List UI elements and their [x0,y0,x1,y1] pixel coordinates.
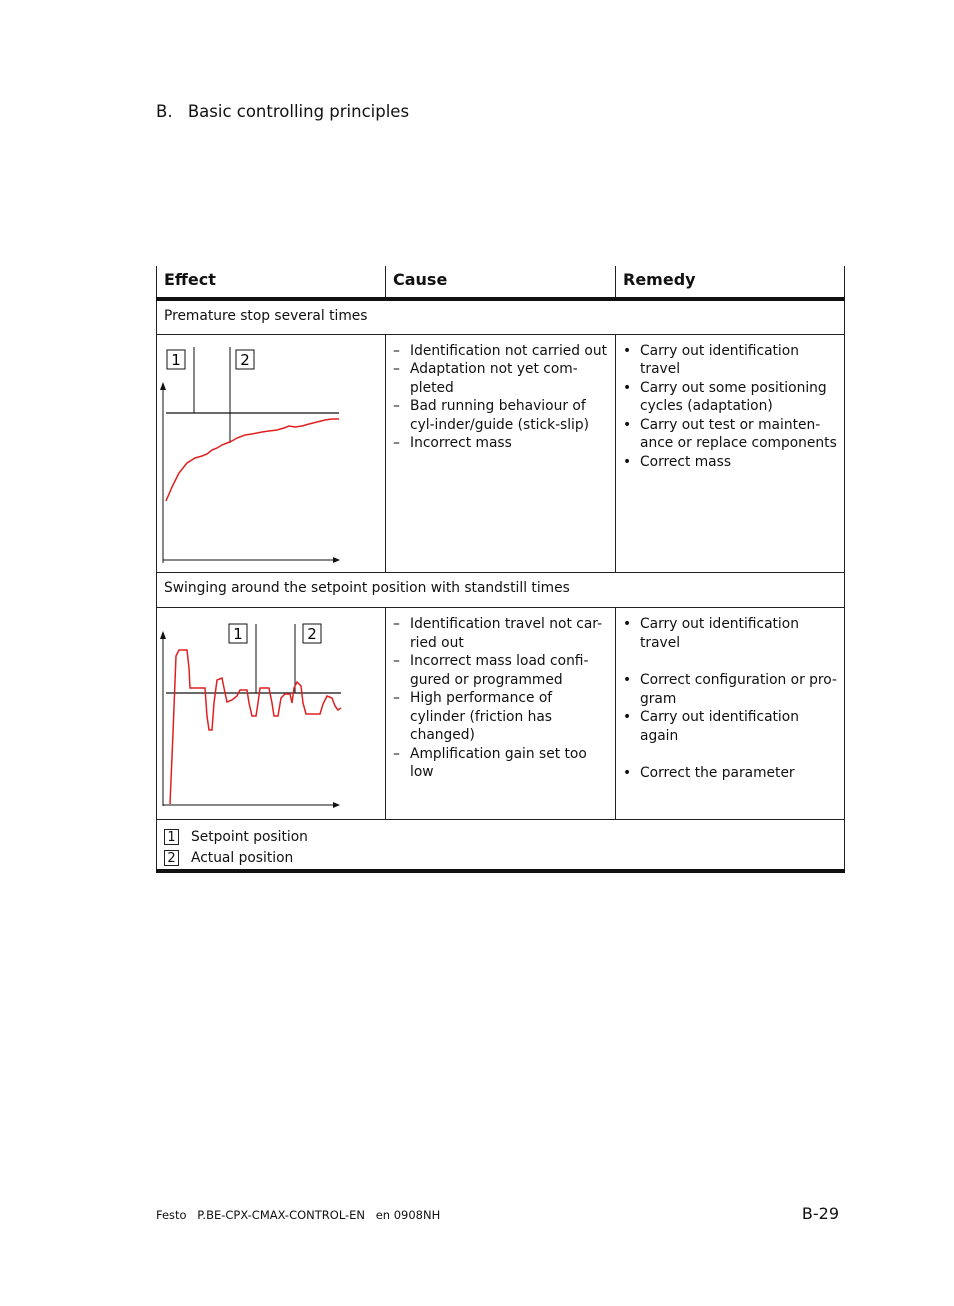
table-row [157,334,845,573]
x-axis-arrow [333,557,340,563]
list-item: – Identification not carried out [386,342,609,361]
table-row [157,608,845,820]
list-item: – Incorrect mass [386,434,609,453]
swinging-graph [157,608,386,813]
marker-label-1: 1 [233,625,243,643]
list-item: • Correct the parameter [616,764,838,783]
legend-number: 1 [164,829,179,845]
footer [156,1208,447,1222]
list-item: • Carry out identification again [616,708,838,745]
troubleshooting-table [156,266,845,873]
header-remedy: Remedy [616,266,845,299]
remedy-list [616,608,844,783]
header-cause: Cause [386,266,616,299]
section-header [156,102,409,121]
footer-doc: P.BE-CPX-CMAX-CONTROL-EN [197,1208,366,1222]
section-title: Basic controlling principles [187,102,410,121]
list-item: – Amplification gain set too low [386,745,609,782]
list-item: • Carry out identification travel [616,615,838,652]
x-axis-arrow [333,802,340,808]
list-item: • Correct mass [616,453,838,472]
legend-item [164,848,837,869]
list-item: – Identification travel not car-ried out [386,615,609,652]
cause-cell [386,608,616,820]
y-axis-arrow [160,382,166,390]
page-number: B-29 [801,1204,839,1223]
group-title-row [157,299,845,334]
effect-cell [157,608,386,820]
actual-position-curve [166,419,339,501]
marker-label-2: 2 [240,350,250,369]
legend-label: Setpoint position [191,828,308,845]
legend-item [164,827,837,848]
marker-label-1: 1 [171,350,181,369]
footer-publisher: Festo [156,1208,187,1222]
footer-version: en 0908NH [375,1208,441,1222]
list-item: • Carry out some positioning cycles (adaptation) [616,379,838,416]
group-title-row [157,573,845,608]
group-title: Swinging around the setpoint position with standstill times [157,573,845,608]
marker-label-2: 2 [307,625,317,643]
legend-label: Actual position [191,849,294,866]
y-axis-arrow [160,631,166,639]
cause-list [386,608,615,782]
section-number: B. [156,102,173,121]
header-effect: Effect [157,266,386,299]
list-item: – Incorrect mass load confi-gured or programmed [386,652,609,689]
list-item: – Adaptation not yet com-pleted [386,360,609,397]
table-header-row [157,266,845,299]
cause-list [386,335,615,453]
remedy-cell [616,608,845,820]
group-title: Premature stop several times [157,299,845,334]
list-item: – Bad running behaviour of cyl-inder/guide (stick-slip) [386,397,609,434]
legend [157,819,845,871]
remedy-list [616,335,844,472]
cause-cell [386,334,616,573]
effect-cell [157,334,386,573]
premature-stop-graph [157,335,386,567]
list-item: • Correct configuration or pro-gram [616,671,838,708]
legend-row [157,819,845,871]
legend-number: 2 [164,850,179,866]
list-item: • Carry out test or mainten-ance or replace components [616,416,838,453]
remedy-cell [616,334,845,573]
list-item: • Carry out identification travel [616,342,838,379]
list-item: – High performance of cylinder (friction has changed) [386,689,609,745]
